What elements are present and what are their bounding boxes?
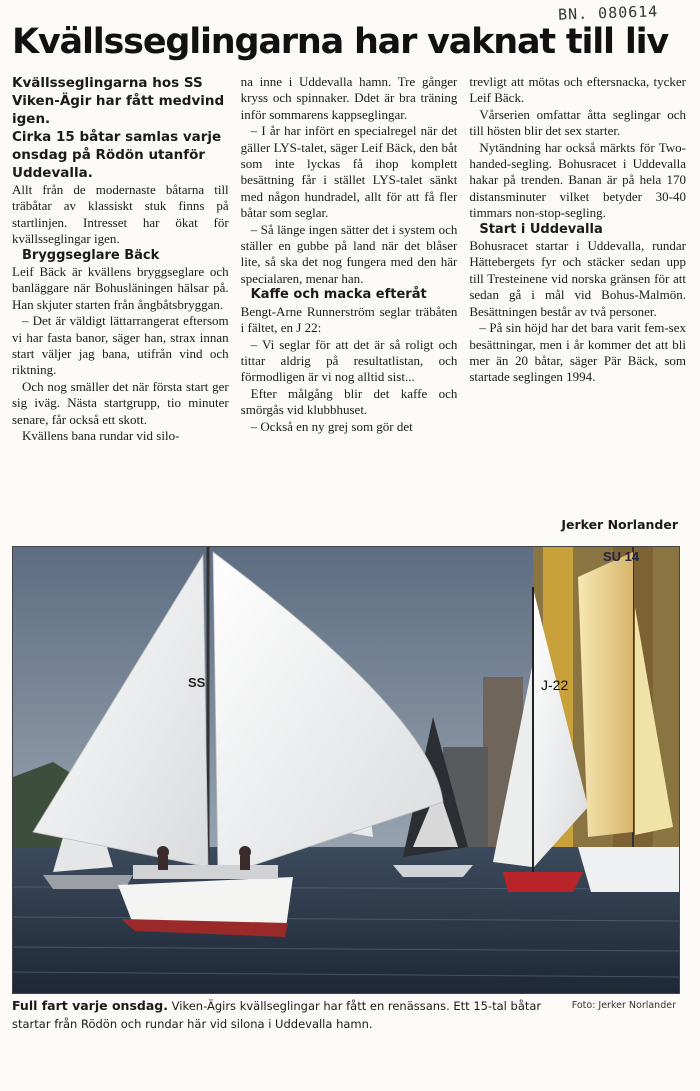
right-hull	[578, 847, 679, 892]
paragraph: Bengt-Arne Runnerström seglar träbåten i fältet, en J 22:	[240, 303, 458, 336]
paragraph: – På sin höjd har det bara varit fem-sex besättningar, men i år kommer det att bli mer än 20 båtar, säger Pär Bäck, som startade seglingen 1994.	[469, 320, 687, 385]
lead-paragraph-2: Cirka 15 båtar samlas varje onsdag på Rödön utanför Uddevalla.	[12, 129, 222, 181]
headline: Kvällsseglingarna har vaknat till liv	[12, 22, 669, 62]
paragraph: – Också en ny grej som gör det	[250, 418, 413, 434]
column-3	[469, 74, 686, 504]
caption-bold: Full fart varje onsdag.	[12, 998, 168, 1013]
paragraph: na inne i Uddevalla hamn. Tre gånger kryss och spinnaker. Ddet är bra träning inför sommarens kappseglingar.	[240, 74, 458, 122]
paragraph: Vårserien omfattar åtta seglingar och till hösten blir det sex starter.	[469, 106, 687, 139]
article-body	[12, 74, 686, 504]
subheading: Start i Uddevalla	[479, 221, 603, 237]
byline: Jerker Norlander	[561, 517, 678, 532]
paragraph: Bohusracet startar i Uddevalla, rundar Hättebergets fyr och stäcker sedan upp till Tresteinene vid norska gränsen för att sedan gå i mål vid Bohus-Malmön. Besättningen består av två personer.	[469, 238, 687, 319]
sail-number-right: SU 14	[603, 549, 640, 564]
paragraph: – Vi seglar för att det är så roligt och tittar aldrig på resultatlistan, och förmodligen är vi nog alltid sist...	[240, 336, 458, 385]
paragraph: – Det är väldigt lättarrangerat eftersom vi har fasta banor, säger han, strax innan start väljer jag bana, utifrån vind och riktning.	[12, 313, 229, 378]
archive-stamp: BN. 080614	[557, 2, 659, 24]
sailing-photo-illustration	[13, 547, 679, 993]
paragraph: Allt från de modernaste båtarna till träbåtar av klassiskt stuk finns på startlinjen. Intresset har ökat för kvällsseglingar igen.	[12, 182, 229, 247]
paragraph: – I år har infört en specialregel när det gäller LYS-talet, säger Leif Bäck, den båt som inte lyckas få ihop komplett besättning får i stället LYS-talet sänkt med någon hundradel, allt för att få fler båtar som seglar.	[240, 123, 458, 221]
column-1	[12, 74, 229, 504]
lead-paragraph-1: Kvällsseglingarna hos SS Viken-Ägir har fått medvind igen.	[12, 75, 225, 127]
red-hull	[503, 872, 583, 892]
photo-caption	[12, 997, 572, 1033]
subheading: Kaffe och macka efteråt	[250, 287, 427, 303]
paragraph: trevligt att mötas och eftersnacka, tycker Leif Bäck.	[469, 74, 687, 106]
subheading: Bryggseglare Bäck	[22, 247, 160, 263]
paragraph: Och nog smäller det när första start ger sig iväg. Nästa startgrupp, tio minuter senare, får också ett skott.	[12, 378, 229, 427]
paragraph: – Så länge ingen sätter det i system och ställer en gubbe på land när det blåser lite, så ska det nog fungera med den här specialaren, menar han.	[240, 221, 458, 286]
photo-credit: Foto: Jerker Norlander	[571, 1000, 676, 1011]
paragraph: Kvällens bana rundar vid silo-	[22, 428, 180, 444]
sailing-photo	[12, 546, 680, 994]
paragraph: Nytändning har också märkts för Two-handed-segling. Bohusracet i Uddevalla hakar på trenden. Banan är på hela 170 distansminuter vilket betyder 30-40 timmars non-stop-segling.	[469, 139, 687, 221]
paragraph: Efter målgång blir det kaffe och smörgås vid klubbhuset.	[240, 385, 458, 418]
sail-number-j22: J-22	[541, 677, 569, 693]
column-2	[241, 74, 458, 504]
caption-text: Viken-Ägirs kvällseglingar har fått en renässans. Ett 15-tal båtar startar från Rödön och rundar här vid silona i Uddevalla hamn.	[12, 999, 542, 1031]
sail-number-ss: SS	[188, 675, 206, 690]
paragraph: Leif Bäck är kvällens bryggseglare och banläggare när Bohusläningen hälsar på. Han skjuter starten från ångbåtsbryggan.	[12, 264, 229, 312]
